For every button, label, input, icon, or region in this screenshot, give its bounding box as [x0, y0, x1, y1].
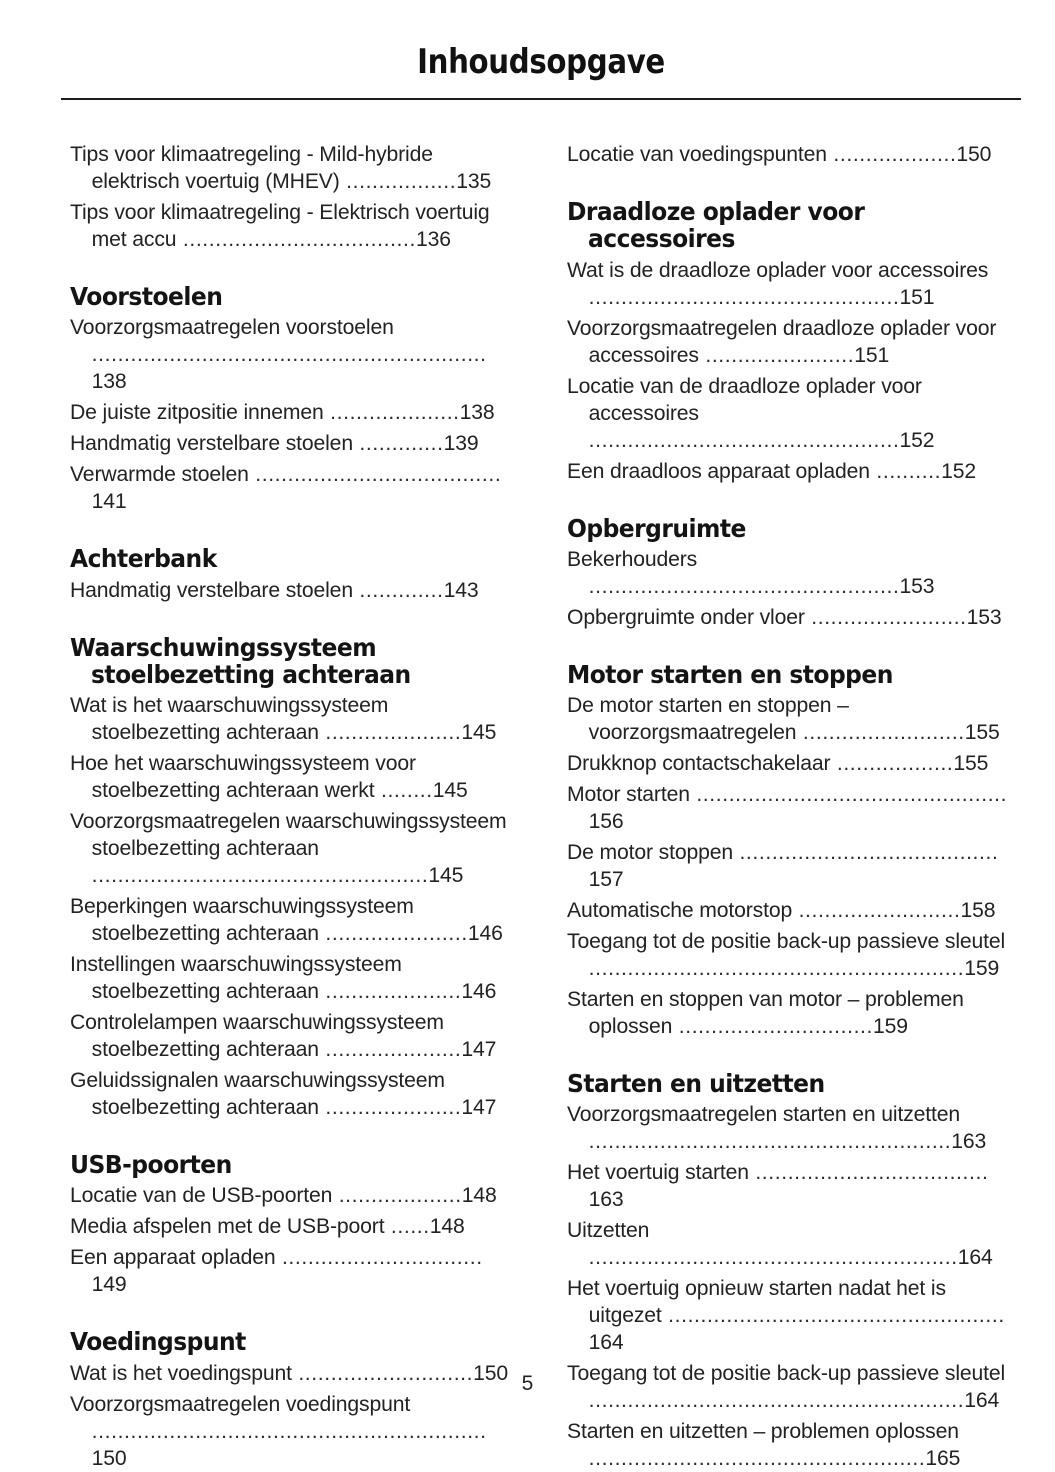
toc-entry-leader: .........................: [792, 898, 961, 923]
toc-entry-label: Media afspelen met de USB-poort: [70, 1214, 385, 1239]
toc-entry-leader: ........: [374, 778, 433, 803]
toc-entry[interactable]: [567, 781, 1013, 835]
toc-entry-page-number: 155: [953, 751, 989, 776]
toc-entry[interactable]: [70, 1182, 514, 1209]
toc-entry-leader: ....................................................: [91, 863, 429, 888]
toc-entry-leader: ..........: [869, 458, 942, 483]
toc-entry[interactable]: [567, 1101, 1013, 1155]
toc-entry-label: Starten en stoppen van motor – problemen oplossen: [567, 987, 964, 1039]
toc-entry-label: Voorzorgsmaatregelen voorstoelen: [70, 315, 394, 340]
toc-entry[interactable]: [567, 458, 1013, 485]
toc-entry-leader: ....................................: [176, 226, 416, 251]
toc-entry-label: Beperkingen waarschuwingssysteem stoelbezetting achteraan: [70, 894, 414, 946]
toc-entry-label: Opbergruimte onder vloer: [567, 604, 805, 629]
toc-entry-page-number: 145: [428, 863, 464, 888]
toc-entry-leader: .....................: [318, 1037, 462, 1061]
toc-entry-page-number: 151: [854, 342, 890, 367]
toc-entry-page-number: 153: [966, 604, 1002, 629]
toc-entry-leader: ......: [384, 1214, 430, 1239]
toc-section-heading: Waarschuwingssysteem stoelbezetting achteraan: [70, 632, 411, 689]
toc-entry-leader: ...........................: [291, 1360, 474, 1385]
toc-entry[interactable]: [567, 1418, 1013, 1472]
toc-entry-page-number: 148: [461, 1183, 497, 1208]
toc-entry-page-number: 158: [960, 898, 996, 923]
toc-entry-page-number: 147: [461, 1037, 497, 1061]
page-header: [61, 44, 1021, 81]
toc-section-heading: Starten en uitzetten: [567, 1069, 825, 1098]
toc-entry-label: Controlelampen waarschuwingssysteem stoelbezetting achteraan: [70, 1010, 444, 1061]
toc-entry-label: Een apparaat opladen: [70, 1245, 276, 1270]
toc-entry-label: Een draadloos apparaat opladen: [567, 458, 870, 483]
toc-entry-leader: .........................................................: [588, 1245, 958, 1270]
toc-entry-label: Het voertuig starten: [567, 1160, 749, 1185]
toc-entry-leader: .............: [352, 431, 444, 456]
toc-entry-leader: ..............................: [672, 1014, 873, 1039]
toc-entry[interactable]: [567, 1159, 1013, 1213]
toc-entry-label: Automatische motorstop: [567, 898, 793, 923]
toc-entry-label: Motor starten: [567, 782, 690, 807]
toc-entry-label: Drukknop contactschakelaar: [567, 751, 831, 776]
toc-entry-page-number: 150: [473, 1360, 509, 1385]
toc-column-right: [567, 141, 1020, 1472]
toc-entry[interactable]: [70, 1213, 514, 1240]
toc-entry-label: Wat is de draadloze oplader voor accessoires: [567, 257, 989, 282]
toc-entry-leader: .................: [339, 168, 457, 193]
toc-entry-label: Bekerhouders: [567, 547, 698, 572]
toc-entry-leader: ...................: [826, 142, 957, 166]
toc-column-left: [70, 141, 521, 1472]
toc-entry-page-number: 136: [415, 226, 451, 251]
toc-columns: [0, 141, 1055, 1472]
toc-entry-leader: ........................: [804, 604, 967, 629]
toc-entry-leader: ...................: [332, 1183, 462, 1208]
toc-entry[interactable]: [567, 692, 1013, 746]
toc-entry-page-number: 145: [461, 720, 497, 745]
toc-entry-page-number: 153: [899, 574, 935, 598]
toc-entry-label: Het voertuig opnieuw starten nadat het is uitgezet: [567, 1276, 946, 1328]
toc-entry-page-number: 159: [964, 956, 1000, 981]
toc-entry-leader: ....................................................: [588, 1446, 926, 1471]
toc-entry[interactable]: [567, 1217, 1013, 1271]
toc-entry[interactable]: [70, 1067, 514, 1121]
toc-entry-leader: ......................................: [248, 462, 502, 487]
toc-entry-label: Voorzorgsmaatregelen waarschuwingssysteem stoelbezetting achteraan: [70, 809, 507, 861]
toc-entry-label: Wat is het waarschuwingssysteem stoelbezetting achteraan: [70, 693, 389, 745]
toc-entry-page-number: 150: [956, 142, 992, 166]
toc-section-heading: Motor starten en stoppen: [567, 659, 893, 689]
toc-entry-label: De motor starten en stoppen – voorzorgsmaatregelen: [567, 693, 849, 745]
toc-entry[interactable]: [70, 430, 514, 457]
toc-entry-page-number: 157: [588, 867, 624, 892]
page-title: Inhoudsopgave: [417, 42, 665, 82]
toc-entry[interactable]: [70, 399, 514, 426]
toc-entry-leader: .....................: [318, 1094, 462, 1119]
toc-entry-leader: ....................................: [748, 1160, 989, 1185]
toc-section-heading: Voedingspunt: [70, 1327, 246, 1357]
toc-entry[interactable]: [567, 315, 1013, 369]
toc-entry-page-number: 138: [459, 400, 495, 425]
toc-entry[interactable]: [70, 461, 514, 515]
toc-entry-page-number: 152: [941, 458, 977, 483]
toc-entry[interactable]: [567, 141, 1013, 168]
toc-entry[interactable]: [70, 314, 514, 395]
toc-entry[interactable]: [70, 1244, 514, 1298]
toc-entry-leader: ..........................................................: [588, 1388, 965, 1413]
toc-entry-page-number: 164: [957, 1245, 993, 1270]
toc-entry-page-number: 163: [951, 1129, 987, 1154]
toc-entry-page-number: 150: [91, 1445, 127, 1470]
toc-entry-leader: ..................: [830, 751, 954, 776]
toc-entry-label: Voorzorgsmaatregelen voedingspunt: [70, 1391, 411, 1416]
toc-entry-leader: ....................................................: [661, 1303, 1005, 1328]
toc-entry-label: Handmatig verstelbare stoelen: [70, 577, 353, 602]
toc-entry-leader: ........................................................: [588, 1129, 952, 1154]
toc-entry[interactable]: [70, 808, 514, 889]
toc-entry-label: Tips voor klimaatregeling - Mild-hybride elektrisch voertuig (MHEV): [70, 142, 433, 193]
toc-entry-leader: .....................: [318, 720, 462, 745]
toc-section-heading: USB-poorten: [70, 1149, 232, 1179]
toc-entry[interactable]: [567, 546, 1013, 600]
toc-entry-page-number: 163: [588, 1187, 624, 1212]
toc-entry-page-number: 139: [443, 431, 479, 456]
toc-entry-label: Handmatig verstelbare stoelen: [70, 431, 353, 456]
toc-entry[interactable]: [567, 839, 1013, 893]
toc-entry-page-number: 148: [429, 1214, 465, 1239]
toc-entry-leader: .....................: [318, 979, 462, 1004]
toc-section-heading: Draadloze oplader voor accessoires: [567, 196, 865, 254]
toc-entry-label: Locatie van de USB-poorten: [70, 1183, 333, 1208]
toc-entry-label: De motor stoppen: [567, 840, 733, 865]
toc-entry-label: Locatie van de draadloze oplader voor accessoires: [567, 373, 922, 425]
toc-entry-label: Geluidssignalen waarschuwingssysteem stoelbezetting achteraan: [70, 1067, 445, 1119]
toc-entry-label: Verwarmde stoelen: [70, 462, 249, 487]
toc-section-heading: Achterbank: [70, 544, 217, 574]
toc-entry[interactable]: [70, 893, 514, 947]
toc-entry-label: Starten en uitzetten – problemen oplossen: [567, 1419, 959, 1444]
toc-section-heading: Voorstoelen: [70, 281, 223, 311]
toc-section-heading: Opbergruimte: [567, 513, 746, 543]
toc-entry-label: De juiste zitpositie innemen: [70, 400, 324, 425]
toc-entry-label: Voorzorgsmaatregelen draadloze oplader voor accessoires: [567, 315, 997, 367]
toc-entry-page-number: 146: [467, 921, 503, 946]
toc-entry[interactable]: [70, 951, 514, 1005]
toc-entry-leader: ...............................: [275, 1245, 483, 1270]
toc-entry[interactable]: [567, 373, 1013, 454]
toc-entry-leader: ................................................: [588, 574, 900, 598]
toc-entry-label: Toegang tot de positie back-up passieve sleutel: [567, 929, 1006, 954]
header-divider: [61, 98, 1021, 100]
folio-number: 5: [521, 1372, 534, 1395]
toc-entry-page-number: 145: [432, 778, 468, 803]
toc-entry-leader: ....................: [323, 400, 460, 425]
toc-entry-page-number: 165: [925, 1446, 961, 1471]
toc-entry[interactable]: [567, 1275, 1013, 1356]
toc-entry-label: Wat is het voedingspunt: [70, 1360, 292, 1385]
toc-entry-label: Voorzorgsmaatregelen starten en uitzetten: [567, 1102, 961, 1127]
toc-entry[interactable]: [70, 1009, 514, 1063]
toc-entry-page-number: 147: [461, 1094, 497, 1119]
toc-entry[interactable]: [567, 928, 1013, 982]
toc-entry-page-number: 149: [91, 1272, 127, 1297]
toc-entry-label: Locatie van voedingspunten: [567, 142, 827, 166]
toc-entry[interactable]: [567, 604, 1013, 631]
toc-entry-page-number: 164: [964, 1388, 1000, 1413]
toc-entry-page-number: 143: [443, 577, 479, 602]
toc-entry-label: Tips voor klimaatregeling - Elektrisch voertuig met accu: [70, 199, 490, 251]
toc-entry-leader: .............................................................: [91, 342, 487, 367]
toc-entry-leader: ......................: [318, 921, 468, 946]
toc-entry-page-number: 164: [588, 1330, 624, 1355]
toc-entry-page-number: 159: [872, 1014, 908, 1039]
toc-entry-page-number: 156: [588, 809, 624, 834]
toc-entry-page-number: 135: [456, 168, 492, 193]
toc-entry-label: Uitzetten: [567, 1218, 650, 1243]
toc-entry[interactable]: [567, 257, 1013, 311]
toc-entry-page-number: 141: [91, 489, 127, 514]
toc-entry[interactable]: [567, 986, 1013, 1040]
toc-entry[interactable]: [70, 1391, 514, 1472]
toc-entry-page-number: 151: [899, 284, 935, 309]
toc-entry-leader: ................................................: [588, 427, 900, 452]
toc-entry-page-number: 138: [91, 369, 127, 394]
toc-entry-leader: ................................................: [689, 782, 1008, 807]
toc-entry-page-number: 155: [964, 720, 1000, 745]
toc-entry[interactable]: [70, 199, 514, 253]
page-footer: [0, 1372, 1055, 1396]
toc-entry-leader: .........................: [796, 720, 965, 745]
toc-entry-leader: ................................................: [588, 284, 900, 309]
toc-entry[interactable]: [567, 750, 1013, 777]
toc-entry[interactable]: [70, 750, 514, 804]
toc-entry[interactable]: [70, 577, 514, 604]
toc-entry[interactable]: [70, 141, 514, 195]
toc-entry-label: Hoe het waarschuwingssysteem voor stoelbezetting achteraan werkt: [70, 751, 416, 803]
toc-entry[interactable]: [70, 692, 514, 746]
toc-entry-label: Instellingen waarschuwingssysteem stoelbezetting achteraan: [70, 952, 402, 1004]
toc-entry-label: Toegang tot de positie back-up passieve sleutel: [567, 1361, 1006, 1386]
toc-entry-leader: ..........................................................: [588, 956, 965, 981]
toc-entry-leader: .............: [352, 577, 444, 602]
toc-entry-leader: .......................: [698, 342, 855, 367]
toc-entry-page-number: 146: [461, 979, 497, 1004]
toc-entry-page-number: 152: [899, 427, 935, 452]
toc-entry-leader: .............................................................: [91, 1418, 487, 1443]
toc-entry-leader: ........................................: [732, 840, 999, 865]
toc-entry[interactable]: [567, 897, 1013, 924]
